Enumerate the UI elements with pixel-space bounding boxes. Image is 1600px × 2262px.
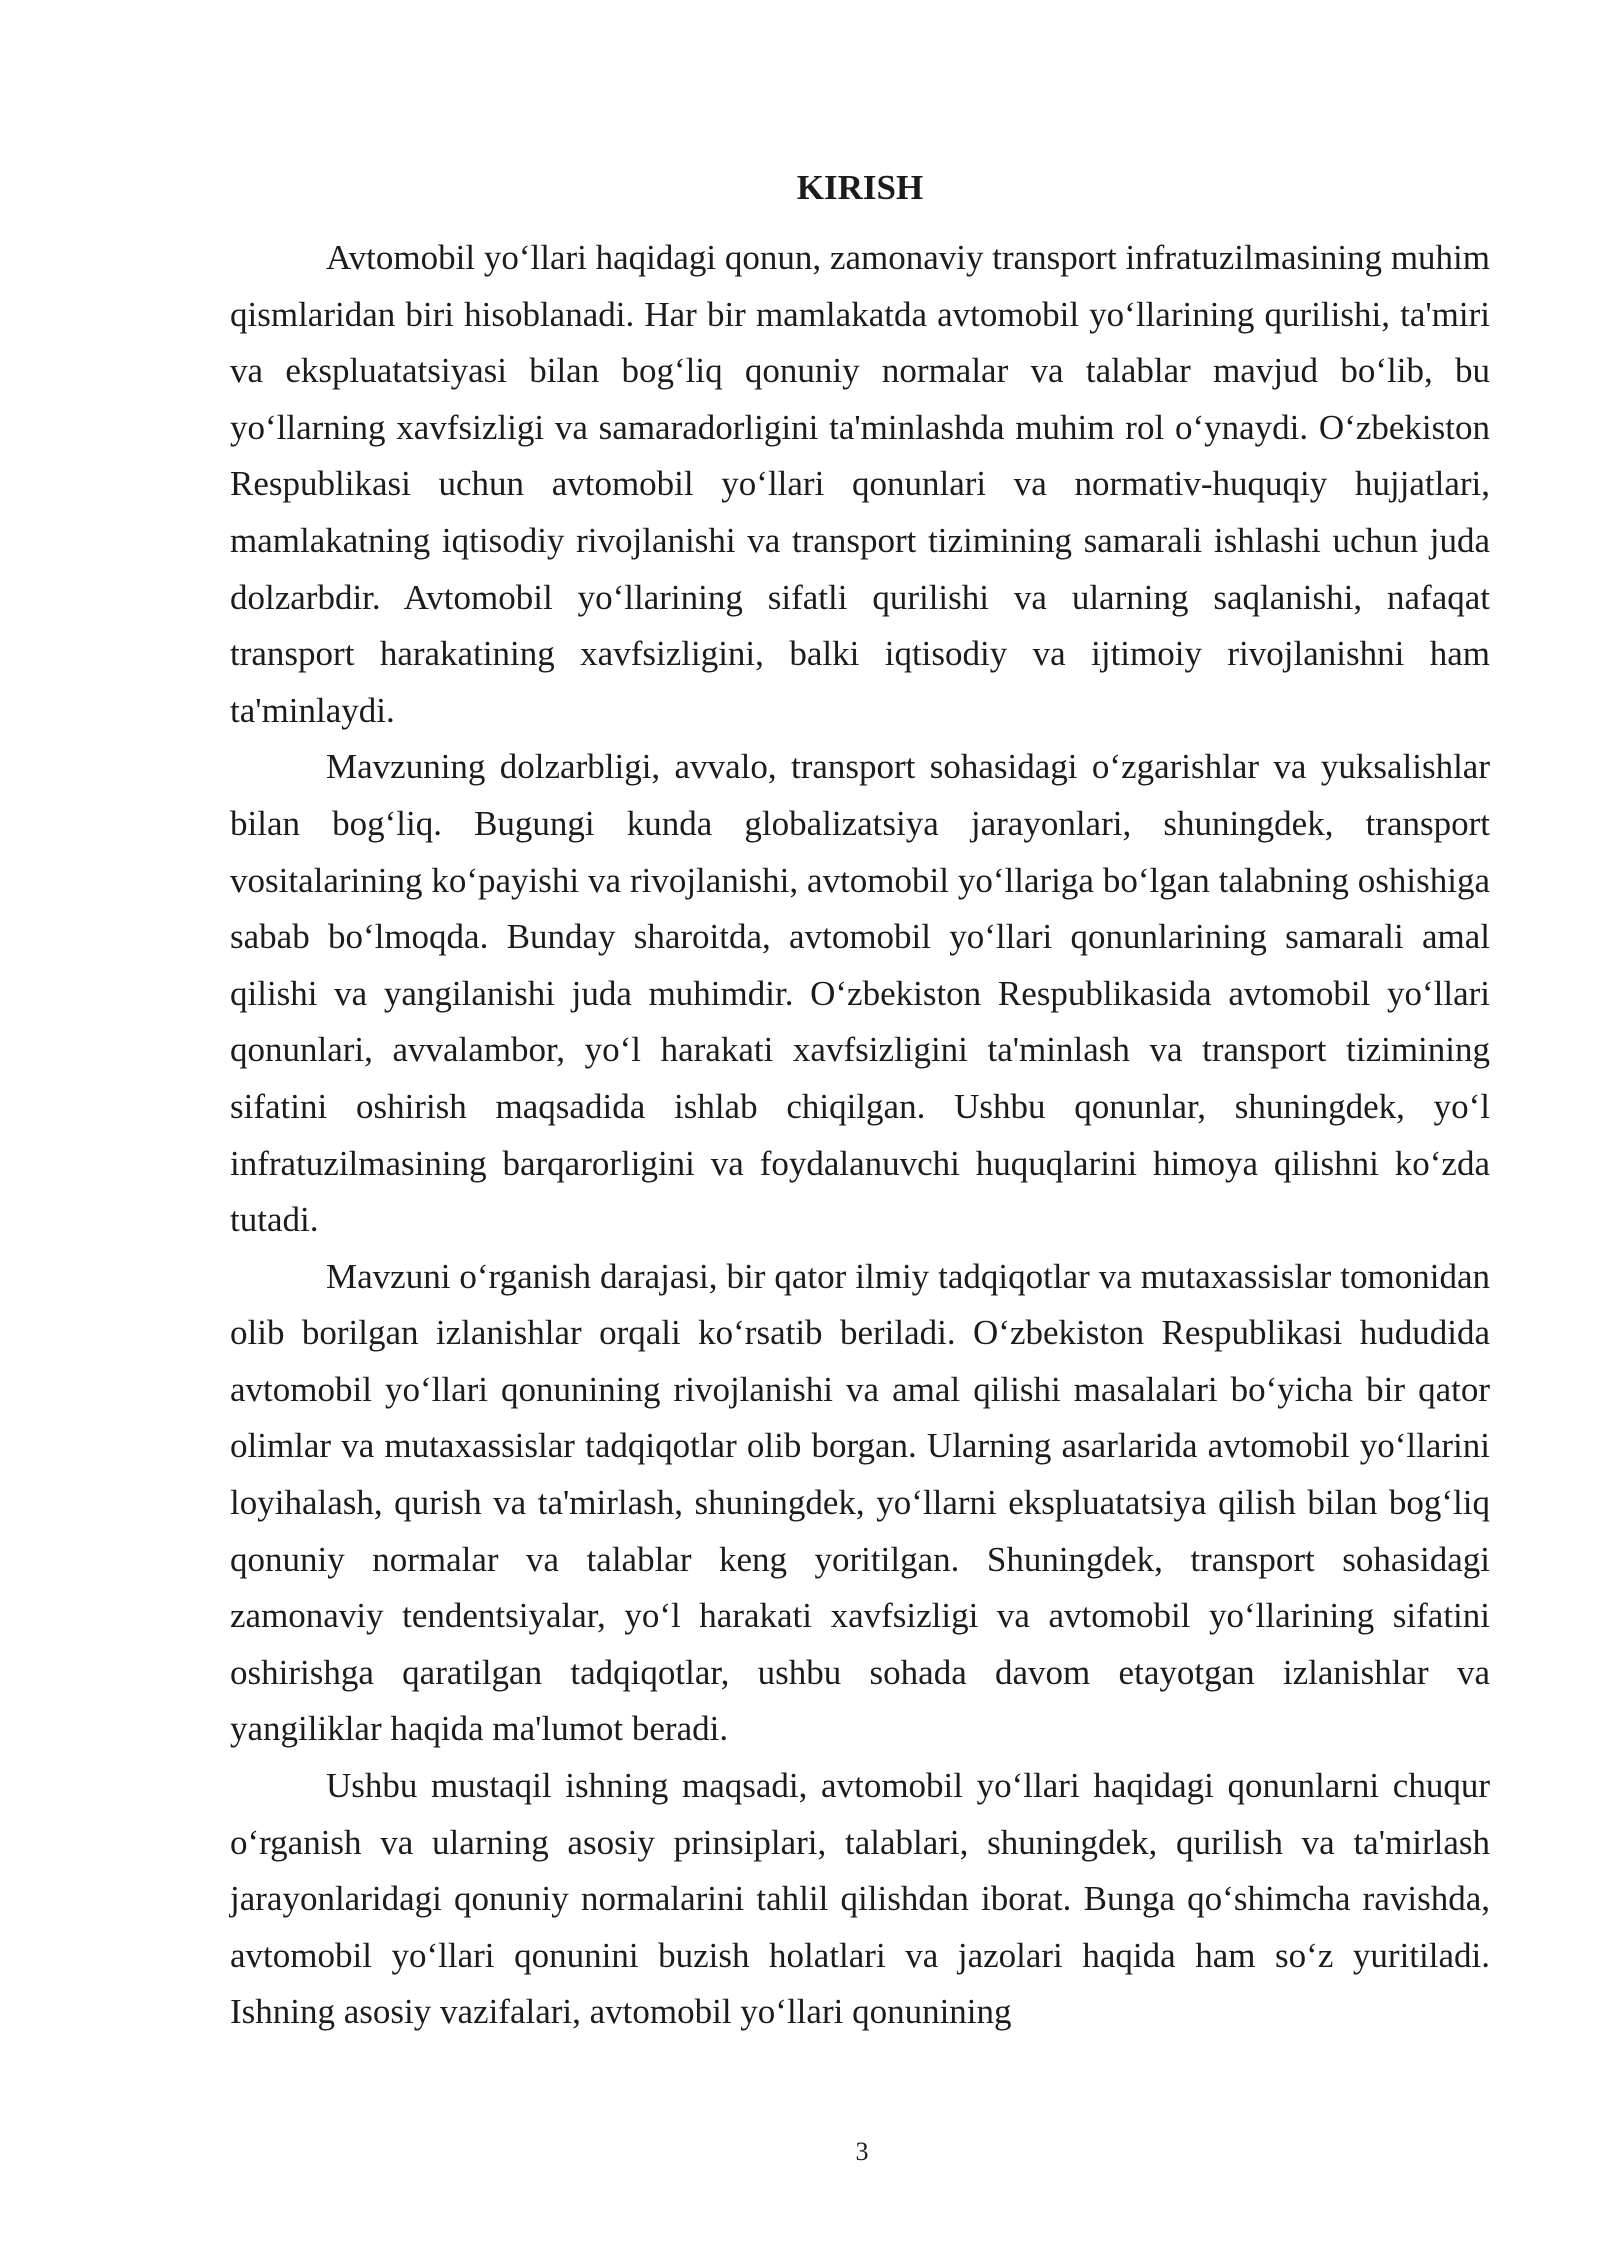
- paragraph-intro: Avtomobil yo‘llari haqidagi qonun, zamonaviy transport infratuzilmasining muhim qismlaridan biri hisoblanadi. Har bir mamlakatda avtomobil yo‘llarining qurilishi, ta'miri va ekspluatatsiyasi bilan bog‘liq qonuniy normalar va talablar mavjud bo‘lib, bu yo‘llarning xavfsizligi va samaradorligini ta'minlashda muhim rol o‘ynaydi. O‘zbekiston Respublikasi uchun avtomobil yo‘llari qonunlari va normativ-huquqiy hujjatlari, mamlakatning iqtisodiy rivojlanishi va transport tizimining samarali ishlashi uchun juda dolzarbdir. Avtomobil yo‘llarining sifatli qurilishi va ularning saqlanishi, nafaqat transport harakatining xavfsizligini, balki iqtisodiy va ijtimoiy rivojlanishni ham ta'minlaydi.: [230, 238, 1490, 730]
- section-title: KIRISH: [796, 168, 924, 207]
- paragraph-relevance: Mavzuning dolzarbligi, avvalo, transport sohasidagi o‘zgarishlar va yuksalishlar bilan bog‘liq. Bugungi kunda globalizatsiya jarayonlari, shuningdek, transport vositalarining ko‘payishi va rivojlanishi, avtomobil yo‘llariga bo‘lgan talabning oshishiga sabab bo‘lmoqda. Bunday sharoitda, avtomobil yo‘llari qonunlarining samarali amal qilishi va yangilanishi juda muhimdir. O‘zbekiston Respublikasida avtomobil yo‘llari qonunlari, avvalambor, yo‘l harakati xavfsizligini ta'minlash va transport tizimining sifatini oshirish maqsadida ishlab chiqilgan. Ushbu qonunlar, shuningdek, yo‘l infratuzilmasining barqarorligini va foydalanuvchi huquqlarini himoya qilishni ko‘zda tutadi.: [230, 747, 1490, 1240]
- page-number: 3: [855, 2137, 869, 2166]
- paragraph-study-level: Mavzuni o‘rganish darajasi, bir qator ilmiy tadqiqotlar va mutaxassislar tomonidan olib borilgan izlanishlar orqali ko‘rsatib beriladi. O‘zbekiston Respublikasi hududida avtomobil yo‘llari qonunining rivojlanishi va amal qilishi masalalari bo‘yicha bir qator olimlar va mutaxassislar tadqiqotlar olib borgan. Ularning asarlarida avtomobil yo‘llarini loyihalash, qurish va ta'mirlash, shuningdek, yo‘llarni ekspluatatsiya qilish bilan bog‘liq qonuniy normalar va talablar keng yoritilgan. Shuningdek, transport sohasidagi zamonaviy tendentsiyalar, yo‘l harakati xavfsizligi va avtomobil yo‘llarining sifatini oshirishga qaratilgan tadqiqotlar, ushbu sohada davom etayotgan izlanishlar va yangiliklar haqida ma'lumot beradi.: [230, 1256, 1490, 1749]
- paragraph-goal: Ushbu mustaqil ishning maqsadi, avtomobil yo‘llari haqidagi qonunlarni chuqur o‘rganish va ularning asosiy prinsiplari, talablari, shuningdek, qurilish va ta'mirlash jarayonlaridagi qonuniy normalarini tahlil qilishdan iborat. Bunga qo‘shimcha ravishda, avtomobil yo‘llari qonunini buzish holatlari va jazolari haqida ham so‘z yuritiladi. Ishning asosiy vazifalari, avtomobil yo‘llari qonunining: [230, 1766, 1490, 2032]
- page-content: [230, 160, 1490, 2041]
